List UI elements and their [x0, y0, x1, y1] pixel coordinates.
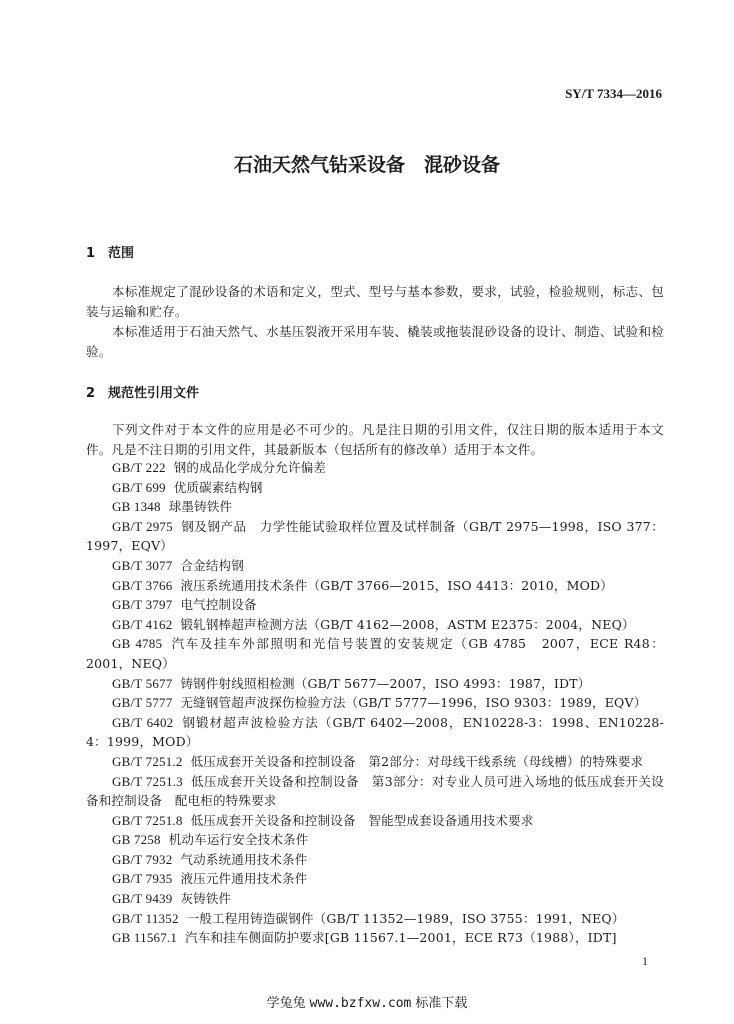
reference-item	[86, 634, 664, 673]
reference-code: GB/T 9439	[112, 891, 173, 907]
reference-title: 铸钢件射线照相检测（GB/T 5677—2007，ISO 4993：1987，IDT）	[180, 675, 591, 691]
reference-item	[86, 674, 664, 694]
reference-item	[86, 713, 664, 752]
reference-code: GB/T 5677	[112, 675, 173, 691]
reference-code: GB/T 5777	[112, 695, 173, 711]
reference-code: GB/T 3797	[112, 597, 173, 613]
page-number: 1	[642, 954, 648, 968]
reference-title: 锻轧钢棒超声检测方法（GB/T 4162—2008，ASTM E2375：2004，NEQ）	[180, 616, 635, 632]
reference-item	[86, 850, 664, 870]
reference-item	[86, 889, 664, 909]
reference-item	[86, 830, 664, 850]
section-heading-normative-references	[86, 382, 199, 401]
scope-paragraph-1: 本标准规定了混砂设备的术语和定义，型式、型号与基本参数，要求，试验，检验规则，标志、包装与运输和贮存。	[86, 284, 664, 319]
reference-item	[86, 752, 664, 772]
reference-item	[86, 693, 664, 713]
reference-list	[86, 458, 664, 948]
reference-code: GB/T 699	[112, 479, 166, 495]
reference-code: GB/T 2975	[112, 518, 173, 534]
reference-title: 液压系统通用技术条件（GB/T 3766—2015，ISO 4413：2010，MOD）	[180, 577, 613, 593]
reference-code: GB/T 7251.2	[112, 753, 183, 769]
reference-item	[86, 517, 664, 556]
reference-item	[86, 909, 664, 929]
section-heading-scope	[86, 242, 134, 261]
reference-item	[86, 458, 664, 478]
reference-item	[86, 615, 664, 635]
reference-title: 低压成套开关设备和控制设备 智能型成套设备通用技术要求	[190, 812, 534, 828]
scope-paragraph-2: 本标准适用于石油天然气、水基压裂液开采用车装、橇装或拖装混砂设备的设计、制造、试验和检验。	[86, 324, 664, 359]
reference-title: 球墨铸铁件	[168, 499, 233, 515]
reference-title: 液压元件通用技术条件	[180, 871, 308, 887]
reference-code: GB/T 7251.3	[112, 773, 183, 789]
reference-title: 钢及钢产品 力学性能试验取样位置及试样制备（GB/T 2975—1998，ISO 377：1997，EQV）	[86, 518, 664, 554]
footer-watermark	[0, 992, 734, 1011]
reference-code: GB/T 11352	[112, 910, 179, 926]
section-title: 范围	[108, 246, 135, 261]
reference-title: 机动车运行安全技术条件	[168, 832, 309, 848]
reference-code: GB/T 4162	[112, 616, 173, 632]
reference-title: 合金结构钢	[180, 557, 244, 573]
section-number: 2	[86, 386, 96, 401]
reference-title: 钢的成品化学成分允许偏差	[173, 460, 327, 475]
reference-item	[86, 928, 664, 948]
reference-title: 电气控制设备	[180, 597, 257, 613]
reference-title: 低压成套开关设备和控制设备 第2部分：对母线干线系统（母线槽）的特殊要求	[190, 753, 644, 769]
reference-title: 优质碳素结构钢	[173, 479, 263, 495]
reference-code: GB 4785	[112, 636, 163, 652]
reference-code: GB 1348	[112, 499, 161, 515]
reference-item	[86, 595, 664, 615]
reference-title: 无缝钢管超声波探伤检验方法（GB/T 5777—1996，ISO 9303：1989，EQV）	[180, 695, 647, 711]
reference-title: 低压成套开关设备和控制设备 第3部分：对专业人员可进入场地的低压成套开关设备和控制设备 配电柜的特殊要求	[86, 773, 665, 809]
reference-item	[86, 772, 664, 811]
section-number: 1	[86, 246, 96, 261]
reference-title: 灰铸铁件	[180, 891, 232, 907]
reference-item	[86, 576, 664, 596]
reference-item	[86, 497, 664, 517]
reference-title: 钢锻材超声波检验方法（GB/T 6402—2008，EN10228-3：1998、EN10228-4：1999，MOD）	[86, 714, 664, 750]
reference-title: 汽车和挂车侧面防护要求[GB 11567.1—2001，ECE R73（1988），IDT]	[185, 930, 617, 946]
reference-title: 汽车及挂车外部照明和光信号装置的安装规定（GB 4785 2007，ECE R48：2001，NEQ）	[86, 636, 664, 671]
reference-code: GB/T 7251.8	[112, 812, 183, 828]
reference-code: GB/T 222	[112, 460, 166, 475]
reference-item	[86, 556, 664, 576]
reference-code: GB 7258	[112, 832, 161, 848]
section-title: 规范性引用文件	[108, 386, 200, 401]
reference-item	[86, 811, 664, 831]
reference-code: GB 11567.1	[112, 930, 178, 946]
reference-item	[86, 478, 664, 498]
reference-code: GB/T 6402	[112, 714, 174, 730]
footer-url[interactable]: www.bzfxw.com	[309, 996, 412, 1011]
footer-slogan: 标准下载	[415, 996, 468, 1011]
reference-code: GB/T 3766	[112, 577, 173, 593]
reference-item	[86, 869, 664, 889]
reference-title: 气动系统通用技术条件	[180, 851, 308, 867]
document-title: 石油天然气钻采设备 混砂设备	[233, 154, 500, 176]
reference-code: GB/T 7932	[112, 851, 173, 867]
reference-title: 一般工程用铸造碳钢件（GB/T 11352—1989，ISO 3755：1991，NEQ）	[186, 910, 625, 926]
references-intro-paragraph: 下列文件对于本文件的应用是必不可少的。凡是注日期的引用文件，仅注日期的版本适用于本文件。凡是不注日期的引用文件，其最新版本（包括所有的修改单）适用于本文件。	[86, 422, 664, 457]
reference-code: GB/T 7935	[112, 871, 173, 887]
standard-code: SY/T 7334—2016	[565, 86, 662, 101]
reference-code: GB/T 3077	[112, 557, 173, 573]
footer-site-name: 学兔兔	[266, 996, 306, 1011]
